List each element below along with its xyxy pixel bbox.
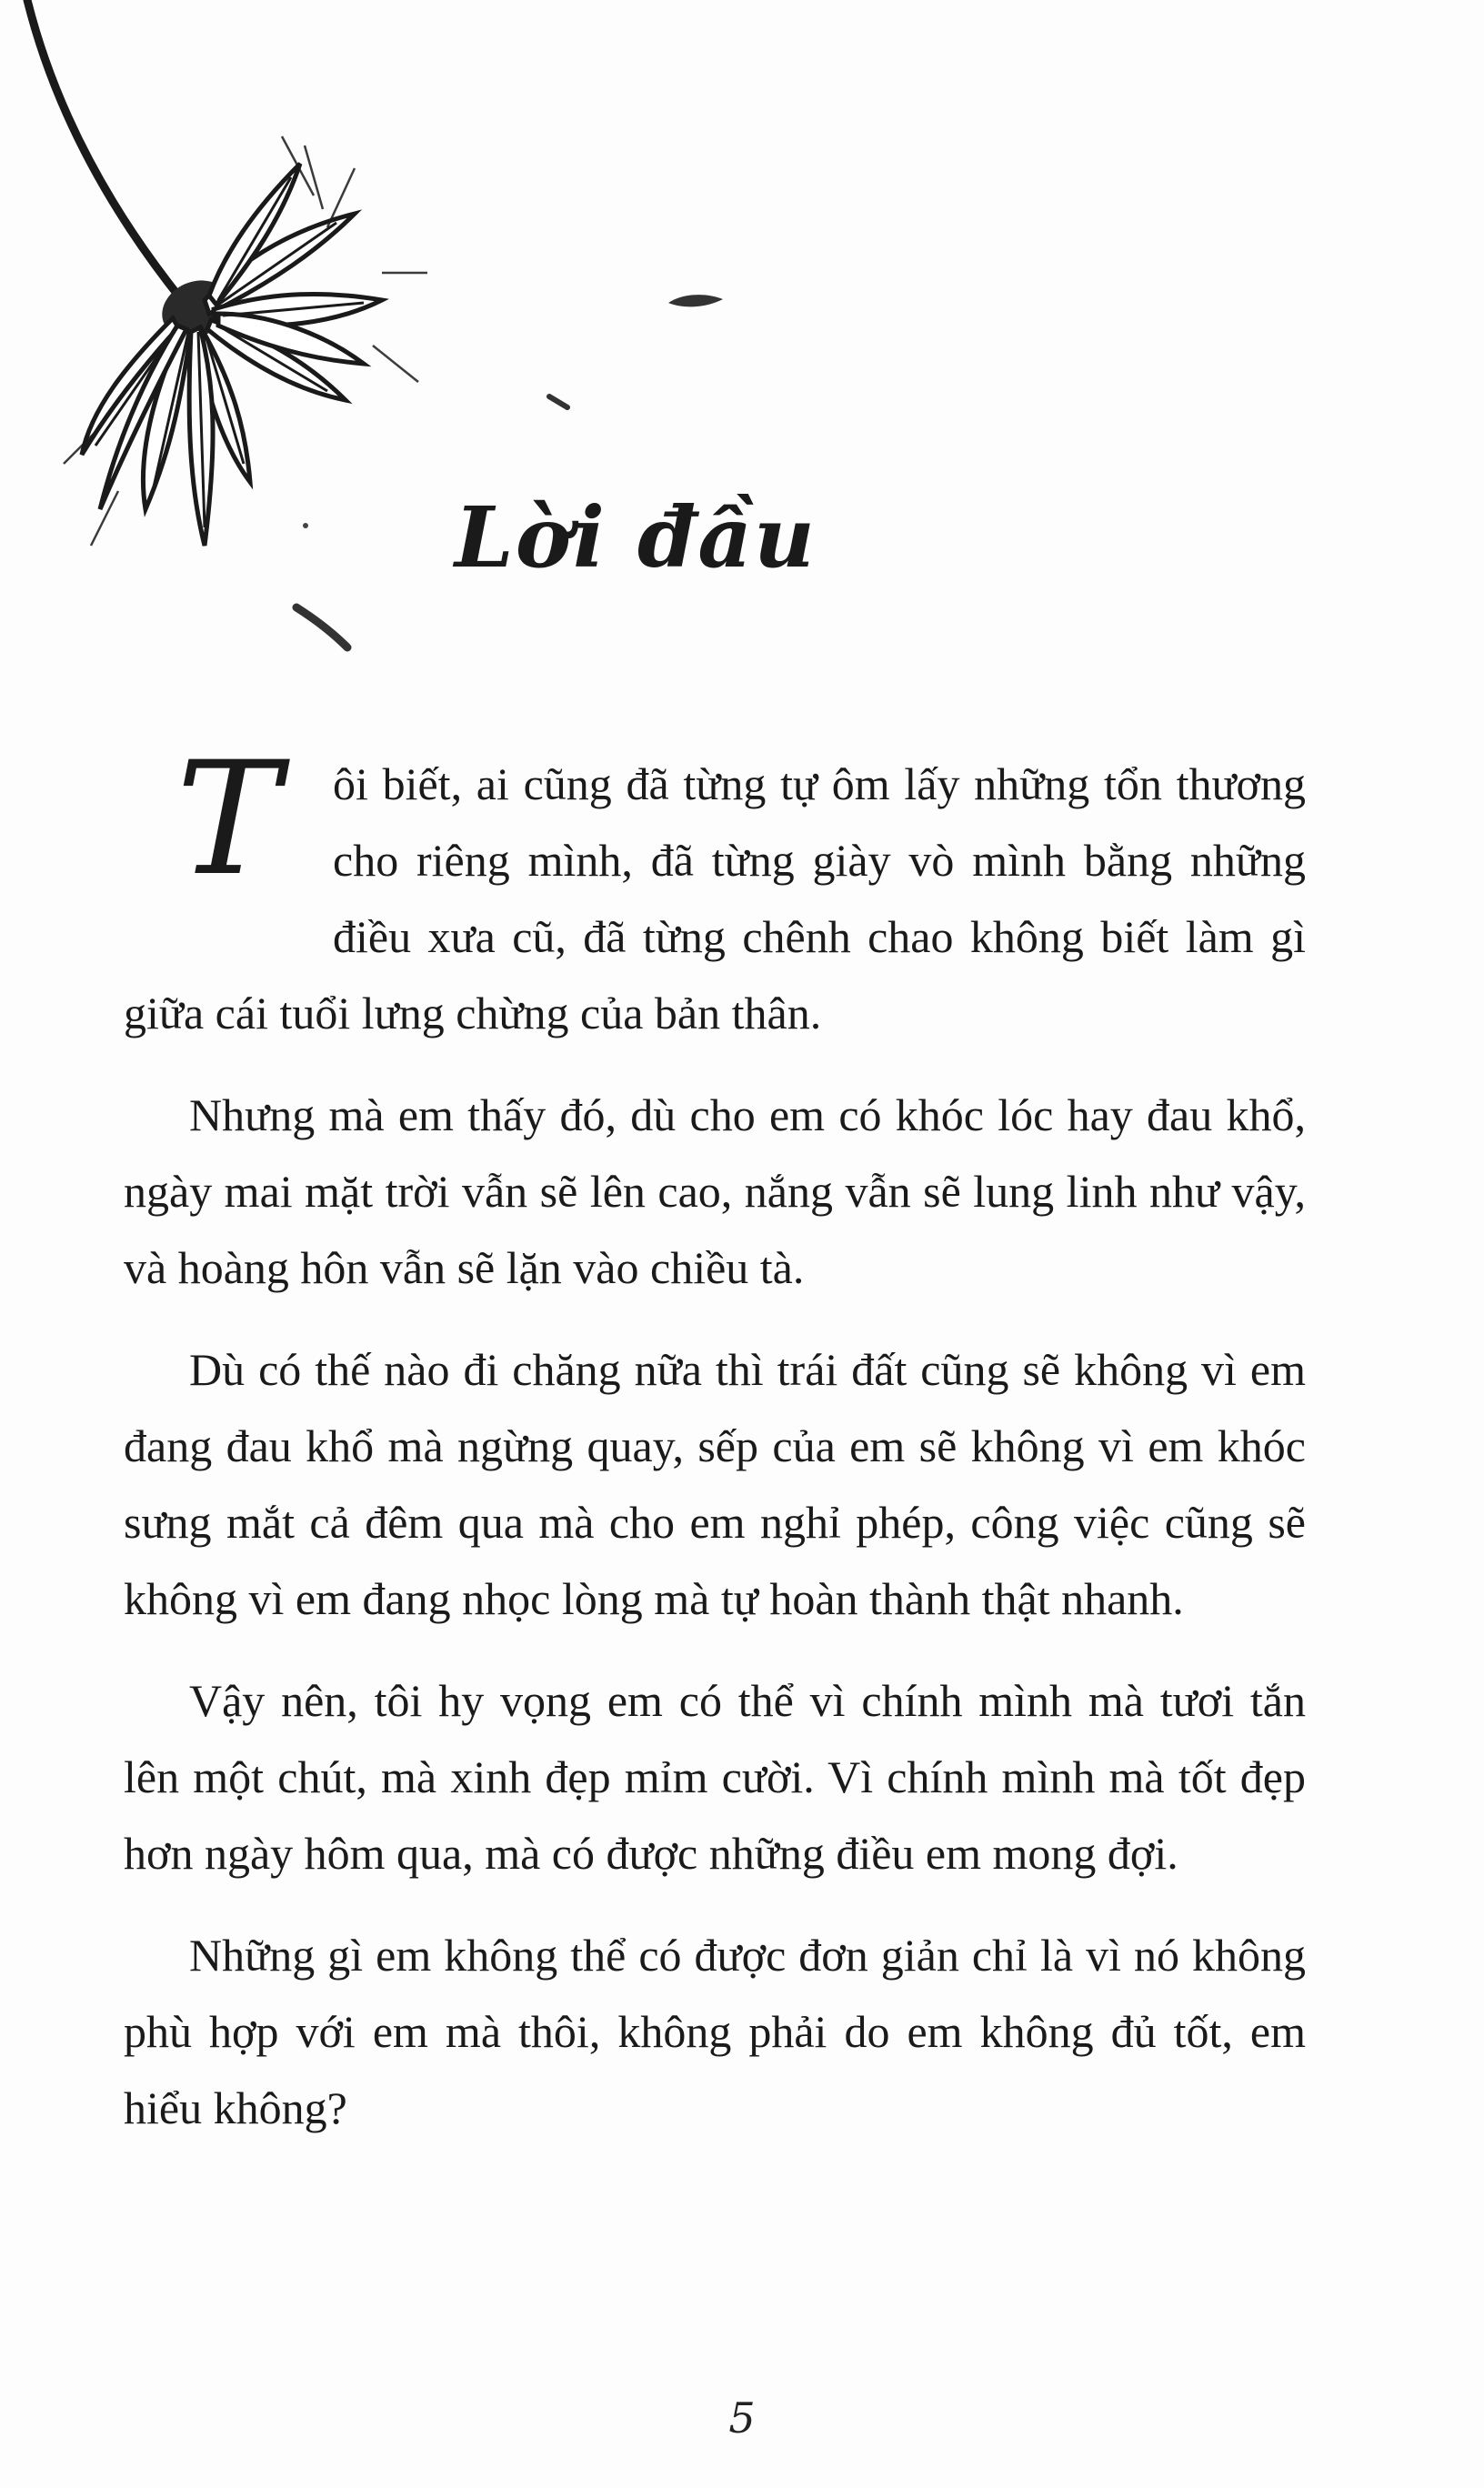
ink-speck [300, 518, 311, 533]
ink-speck [546, 391, 573, 413]
ink-speck [291, 600, 355, 655]
paragraph-1 [124, 727, 1306, 1051]
body-text [124, 727, 1306, 2172]
chapter-title: Lời đầu [455, 488, 817, 587]
paragraph-3: Dù có thế nào đi chăng nữa thì trái đất cũng sẽ không vì em đang đau khổ mà ngừng quay, sếp của em sẽ không vì em khóc sưng mắt cả đêm qua mà cho em nghỉ phép, công việc cũng sẽ không vì em đang nhọc lòng mà tự hoàn thành thật nhanh. [124, 1344, 1306, 1624]
page-number: 5 [728, 2393, 756, 2443]
paragraph-2: Nhưng mà em thấy đó, dù cho em có khóc lóc hay đau khổ, ngày mai mặt trời vẫn sẽ lên cao, nắng vẫn sẽ lung linh như vậy, và hoàng hôn vẫn sẽ lặn vào chiều tà. [124, 1089, 1306, 1293]
daisy-flower-illustration [0, 0, 509, 673]
paragraph-5: Những gì em không thể có được đơn giản chỉ là vì nó không phù hợp với em mà thôi, không phải do em không đủ tốt, em hiểu không? [124, 1930, 1306, 2133]
paragraph-1-text: ôi biết, ai cũng đã từng tự ôm lấy những tổn thương cho riêng mình, đã từng giày vò mình bằng những điều xưa cũ, đã từng chênh chao không biết làm gì giữa cái tuổi lưng chừng của bản thân. [124, 758, 1306, 1038]
drop-cap: T [175, 727, 281, 910]
ink-speck [664, 286, 727, 314]
paragraph-4: Vậy nên, tôi hy vọng em có thể vì chính mình mà tươi tắn lên một chút, mà xinh đẹp mỉm cười. Vì chính mình mà tốt đẹp hơn ngày hôm qua, mà có được những điều em mong đợi. [124, 1675, 1306, 1879]
